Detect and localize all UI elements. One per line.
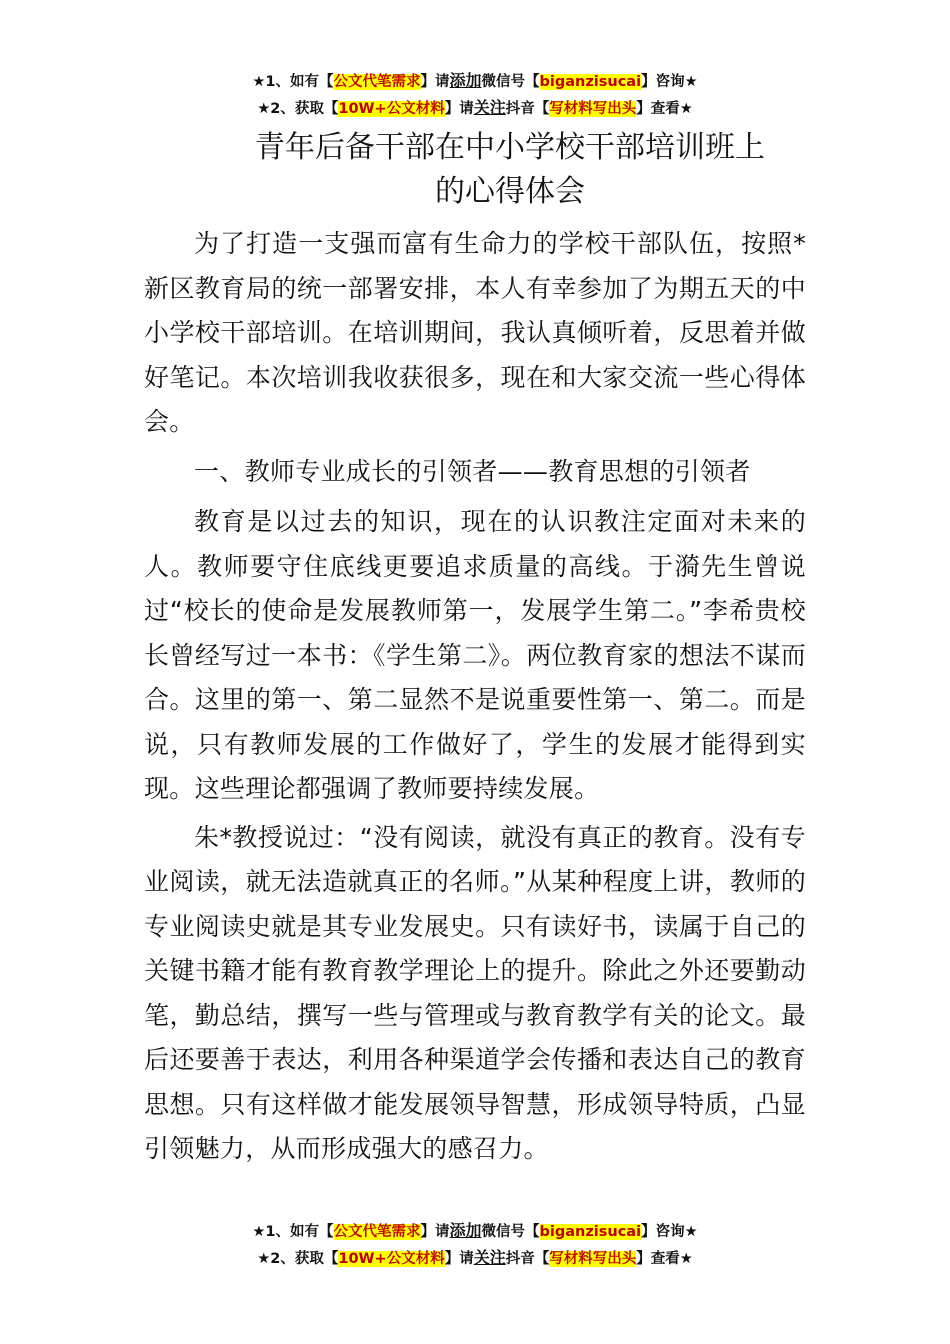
- highlight-text: 10W+公文材料: [338, 101, 445, 117]
- banner-text: ★1、如有【: [252, 74, 334, 90]
- banner-text: ★2、获取【: [257, 101, 339, 117]
- paragraph-intro: 为了打造一支强而富有生命力的学校干部队伍，按照*新区教育局的统一部署安排，本人有幸参加了为期五天的中小学校干部培训。在培训期间，我认真倾听着，反思着并做好笔记。本次培训我收获很多，现在和大家交流一些心得体会。: [144, 229, 806, 436]
- banner-text: 】咨询★: [641, 74, 698, 90]
- title-line-2: 的心得体会: [435, 174, 585, 209]
- underlined-text: 关注: [473, 98, 506, 117]
- banner-text: 抖音【: [505, 1251, 550, 1267]
- highlight-text: 公文代笔需求: [333, 1224, 421, 1240]
- banner-text: 】查看★: [636, 1251, 693, 1267]
- paragraph: 教育是以过去的知识，现在的认识教注定面对未来的人。教师要守住底线更要追求质量的高线。于漪先生曾说过“校长的使命是发展教师第一，发展学生第二。”李希贵校长曾经写过一本书：《学生第二》。两位教育家的想法不谋而合。这里的第一、第二显然不是说重要性第一、第二。而是说，只有教师发展的工作做好了，学生的发展才能得到实现。这些理论都强调了教师要持续发展。: [144, 507, 806, 803]
- banner-text: 】请: [420, 1224, 450, 1240]
- wechat-id: biganzisucai: [539, 74, 642, 90]
- document-title: [150, 126, 870, 214]
- banner-text: 】咨询★: [641, 1224, 698, 1240]
- footer-banner: [0, 1218, 950, 1272]
- banner-text: 微信号【: [481, 1224, 540, 1240]
- underlined-text: 添加: [449, 1221, 482, 1240]
- douyin-account: 写材料写出头: [549, 1251, 637, 1267]
- banner-text: 】请: [444, 101, 474, 117]
- banner-text: 】请: [444, 1251, 474, 1267]
- douyin-account: 写材料写出头: [549, 101, 637, 117]
- banner-line-1: [0, 68, 950, 95]
- banner-line-2: [0, 1245, 950, 1272]
- underlined-text: 关注: [473, 1248, 506, 1267]
- banner-text: ★2、获取【: [257, 1251, 339, 1267]
- banner-line-2: [0, 95, 950, 122]
- title-line-1: 青年后备干部在中小学校干部培训班上: [255, 130, 765, 165]
- document-body: [144, 222, 806, 1176]
- banner-text: 抖音【: [505, 101, 550, 117]
- wechat-id: biganzisucai: [539, 1224, 642, 1240]
- header-banner: [0, 68, 950, 122]
- underlined-text: 添加: [449, 71, 482, 90]
- paragraph: 朱*教授说过：“没有阅读，就没有真正的教育。没有专业阅读，就无法造就真正的名师。”从某种程度上讲，教师的专业阅读史就是其专业发展史。只有读好书，读属于自己的关键书籍才能有教育教学理论上的提升。除此之外还要勤动笔，勤总结，撰写一些与管理或与教育教学有关的论文。最后还要善于表达，利用各种渠道学会传播和表达自己的教育思想。只有这样做才能发展领导智慧，形成领导特质，凸显引领魅力，从而形成强大的感召力。: [144, 822, 806, 1163]
- banner-text: ★1、如有【: [252, 1224, 334, 1240]
- banner-text: 微信号【: [481, 74, 540, 90]
- highlight-text: 10W+公文材料: [338, 1251, 445, 1267]
- banner-text: 】查看★: [636, 101, 693, 117]
- section-heading: 一、教师专业成长的引领者——教育思想的引领者: [194, 456, 751, 486]
- banner-line-1: [0, 1218, 950, 1245]
- highlight-text: 公文代笔需求: [333, 74, 421, 90]
- banner-text: 】请: [420, 74, 450, 90]
